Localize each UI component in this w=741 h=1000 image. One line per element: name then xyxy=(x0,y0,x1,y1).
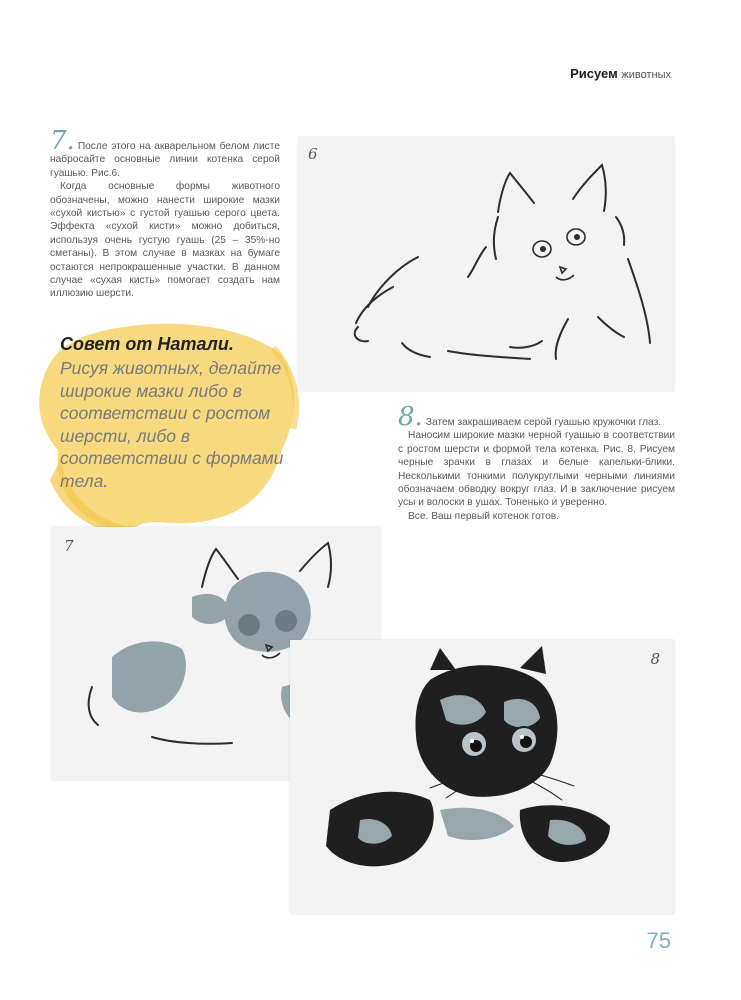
step-7-paragraph-1: После этого на акварельном белом листе набросайте основные линии котенка серой гуашью. Рис.6. xyxy=(50,141,280,179)
tip-title: Совет от Натали. xyxy=(60,334,234,354)
figure-8-kitten-finished xyxy=(290,640,674,914)
step-8-paragraph-1: Затем закрашиваем серой гуашью кружочки глаз. xyxy=(425,417,662,428)
kitten-finished-illustration xyxy=(290,640,674,914)
figure-6-kitten-sketch xyxy=(298,137,674,391)
step-7-paragraph-2: Когда основные формы животного обозначены, можно нанести широкие мазки «сухой кистью» с густой гуашью серого цвета. Эффекта «сухой кисти» можно добиться, используя очень густую гуашь (25 – 35%-но сметаны). В этом случае в мазках на бумаге остаются непрокрашенные участки. В данном случае «сухая кисть» помогает создать нам иллюзию шерсти. xyxy=(50,181,280,300)
step-8-paragraph-3: Все. Ваш первый котенок готов. xyxy=(408,510,559,522)
step-8-number: 8. xyxy=(398,402,423,432)
step-8-text xyxy=(398,402,675,523)
step-7-number: 7. xyxy=(50,126,75,156)
page-number: 75 xyxy=(646,928,671,953)
tip-box xyxy=(20,310,300,540)
tip-body: Рисуя животных, делайте широкие мазки либо в соответствии с ростом шерсти, либо в соответствии с формами тела. xyxy=(60,358,284,491)
running-header xyxy=(570,66,671,81)
step-8-paragraph-2: Наносим широкие мазки черной гуашью в соответствии с ростом шерсти и формой тела котенка. Рис. 8. Рисуем черные зрачки в глазах и белые капельки-блики. Несколькими тонкими полукруглыми черными линиями обозначаем обводку вокруг глаз. И в заключение рисуем усы и волоски в ушах. Тоненько и уверенно. xyxy=(398,430,675,509)
figure-8-label: 8 xyxy=(650,650,660,668)
figure-7-label: 7 xyxy=(64,537,74,555)
figure-6-label: 6 xyxy=(308,145,318,163)
header-title-light: животных xyxy=(621,69,671,81)
kitten-outline-illustration xyxy=(298,137,674,391)
header-title-bold: Рисуем xyxy=(570,66,618,81)
step-7-text xyxy=(50,126,280,301)
